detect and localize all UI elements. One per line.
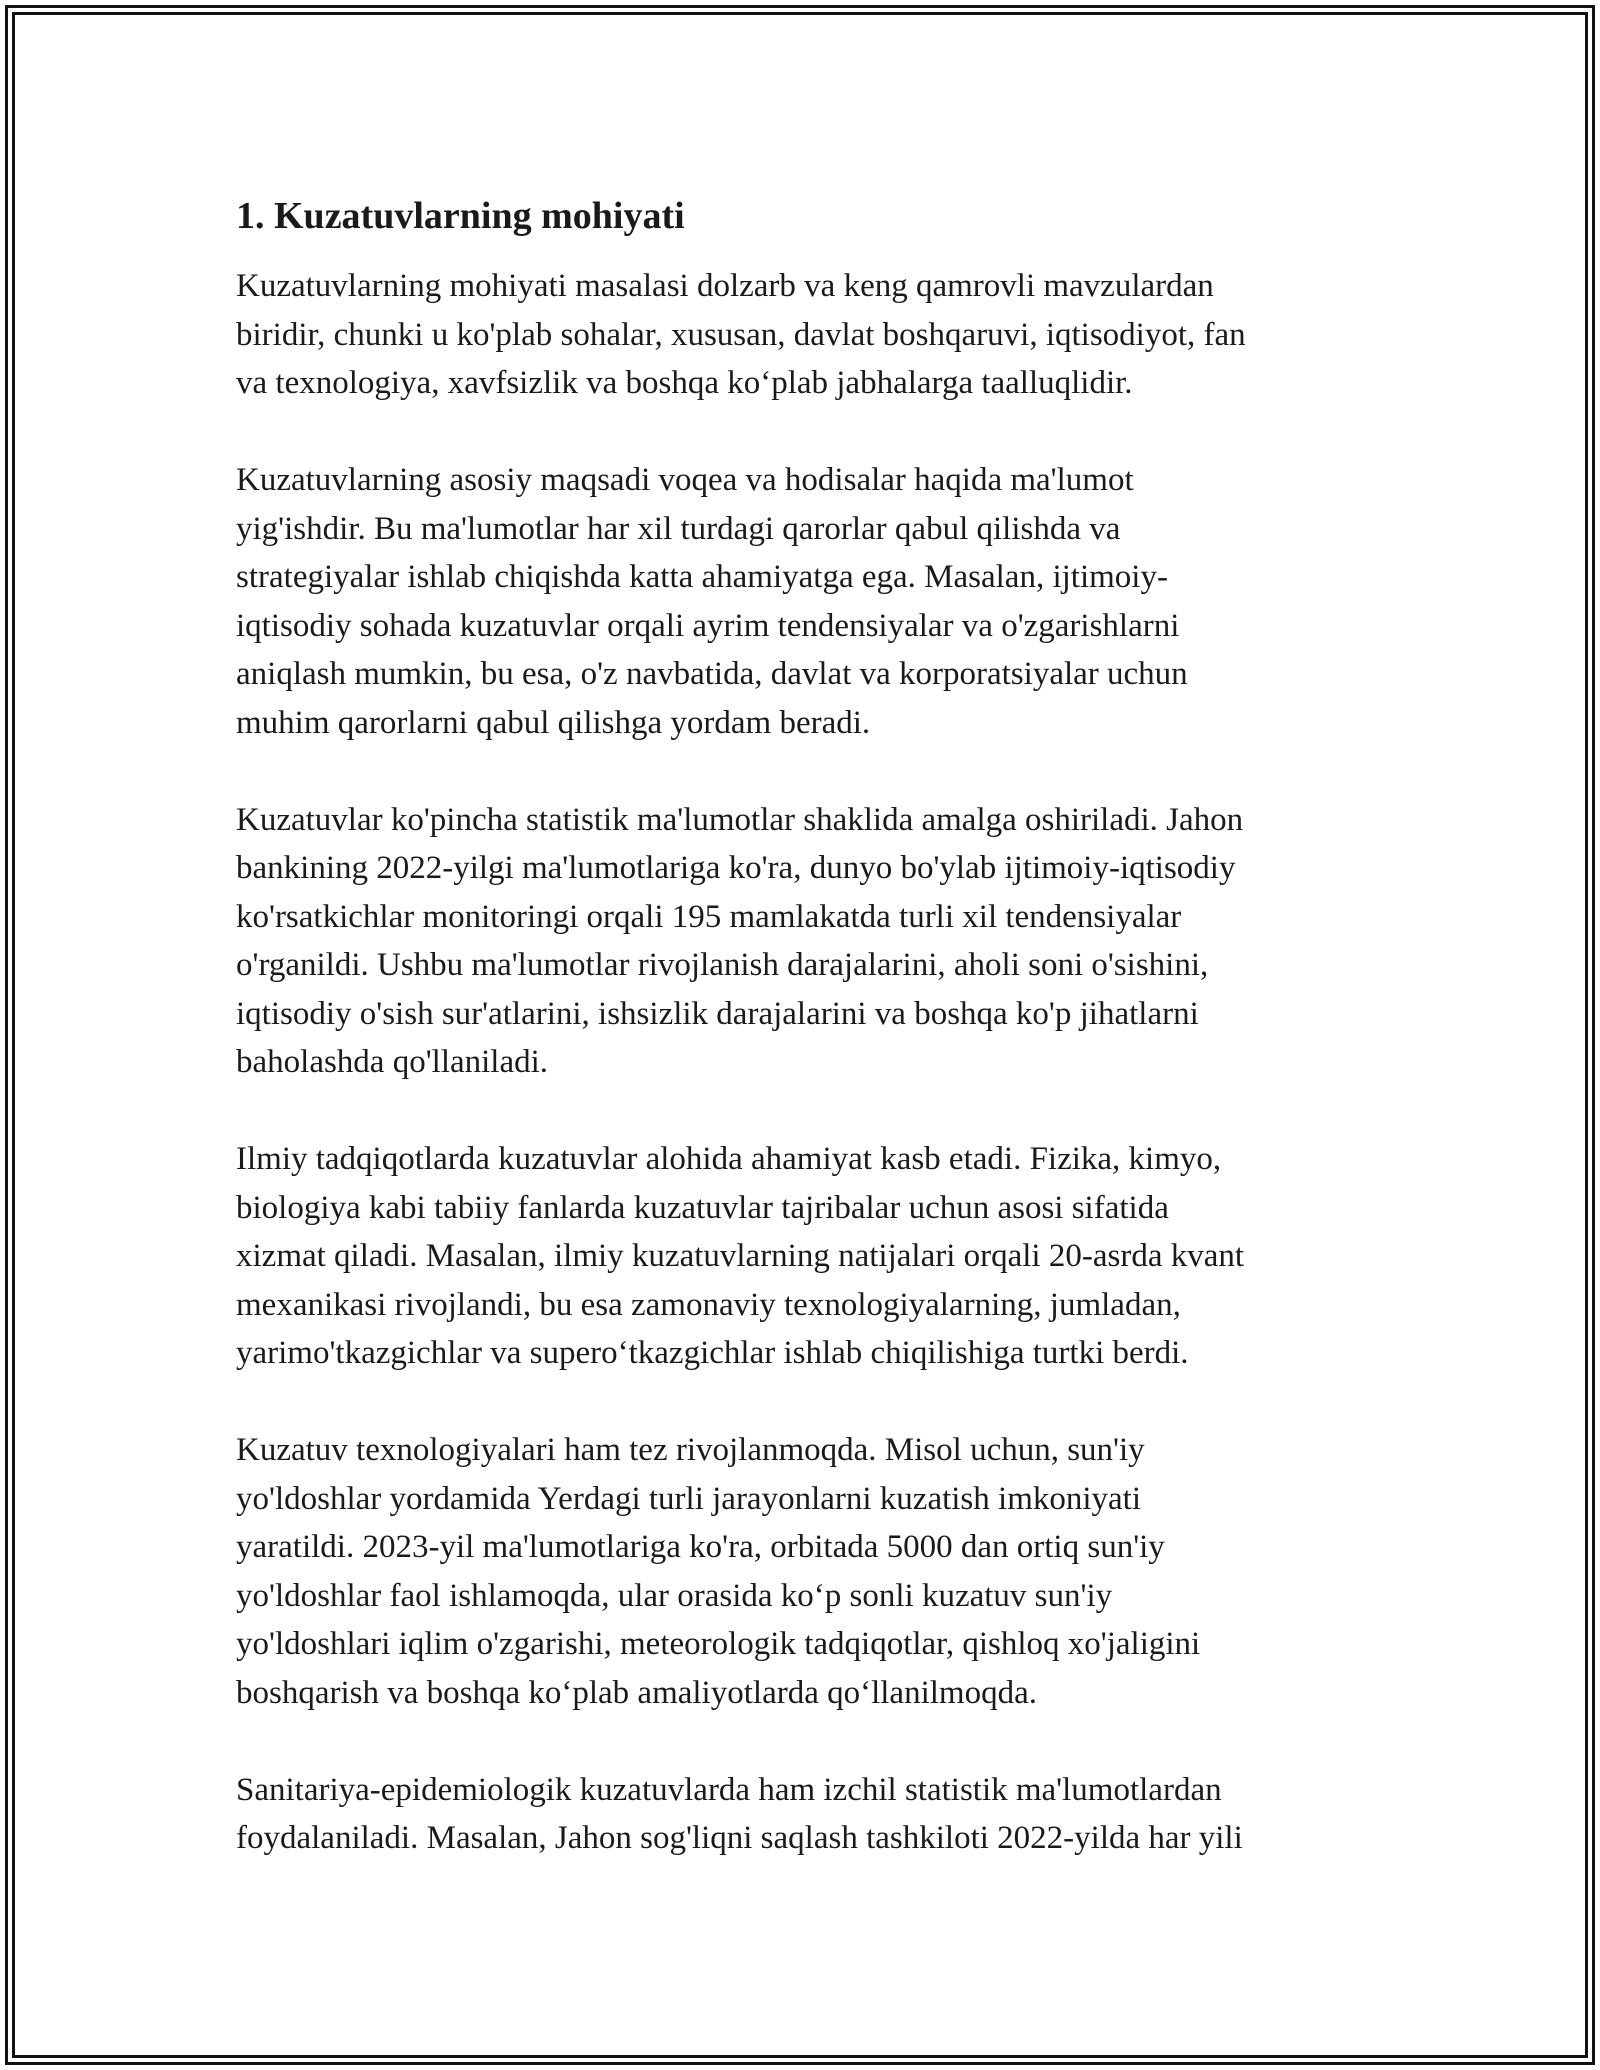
paragraph-6: Sanitariya-epidemiologik kuzatuvlarda ham izchil statistik ma'lumotlardan foydalaniladi. Masalan, Jahon sog'liqni saqlash tashkiloti 2022-yilda har yili xyxy=(236,1771,1243,1856)
paragraph-1: Kuzatuvlarning mohiyati masalasi dolzarb va keng qamrovli mavzulardan biridir, chunki u ko'plab sohalar, xususan, davlat boshqaruvi, iqtisodiyot, fan va texnologiya, xavfsizlik va boshqa ko‘plab jabhalarga taalluqlidir. xyxy=(236,268,1246,401)
paragraph-4: Ilmiy tadqiqotlarda kuzatuvlar alohida ahamiyat kasb etadi. Fizika, kimyo, biologiya kabi tabiiy fanlarda kuzatuvlar tajribalar uchun asosi sifatida xizmat qiladi. Masalan, ilmiy kuzatuvlarning natijalari orqali 20-asrda kvant mexanikasi rivojlandi, bu esa zamonaviy texnologiyalarning, jumladan, yarimo'tkazgichlar va supero‘tkazgichlar ishlab chiqilishiga turtki berdi. xyxy=(236,1141,1245,1371)
section-heading: 1. Kuzatuvlarning mohiyati xyxy=(236,195,685,237)
paragraph-2: Kuzatuvlarning asosiy maqsadi voqea va hodisalar haqida ma'lumot yig'ishdir. Bu ma'lumotlar har xil turdagi qarorlar qabul qilishda va strategiyalar ishlab chiqishda katta ahamiyatga ega. Masalan, ijtimoiy- iqtisodiy sohada kuzatuvlar orqali ayrim tendensiyalar va o'zgarishlarni aniqlash mumkin, bu esa, o'z navbatida, davlat va korporatsiyalar uchun muhim qarorlarni qabul qilishga yordam beradi. xyxy=(236,462,1188,741)
paragraph-5: Kuzatuv texnologiyalari ham tez rivojlanmoqda. Misol uchun, sun'iy yo'ldoshlar yordamida Yerdagi turli jarayonlarni kuzatish imkoniyati yaratildi. 2023-yil ma'lumotlariga ko'ra, orbitada 5000 dan ortiq sun'iy yo'ldoshlar faol ishlamoqda, ular orasida ko‘p sonli kuzatuv sun'iy yo'ldoshlari iqlim o'zgarishi, meteorologik tadqiqotlar, qishloq xo'jaligini boshqarish va boshqa ko‘plab amaliyotlarda qo‘llanilmoqda. xyxy=(236,1432,1201,1711)
document-body xyxy=(236,190,1386,1911)
paragraph-3: Kuzatuvlar ko'pincha statistik ma'lumotlar shaklida amalga oshiriladi. Jahon bankining 2022-yilgi ma'lumotlariga ko'ra, dunyo bo'ylab ijtimoiy-iqtisodiy ko'rsatkichlar monitoringi orqali 195 mamlakatda turli xil tendensiyalar o'rganildi. Ushbu ma'lumotlar rivojlanish darajalarini, aholi soni o'sishini, iqtisodiy o'sish sur'atlarini, ishsizlik darajalarini va boshqa ko'p jihatlarni baholashda qo'llaniladi. xyxy=(236,801,1244,1080)
